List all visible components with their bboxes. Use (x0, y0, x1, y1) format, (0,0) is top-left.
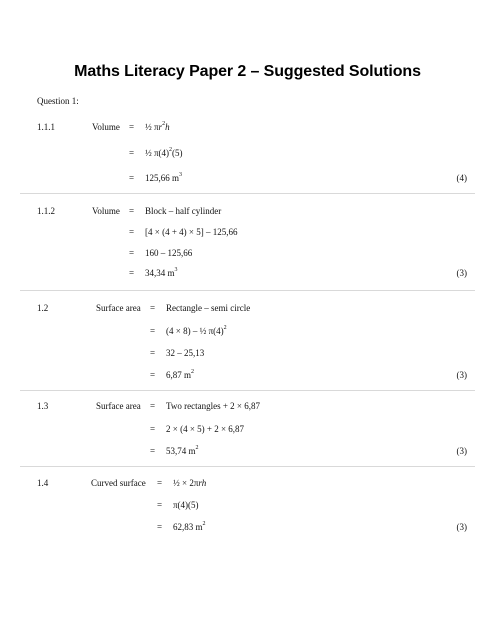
formula-line: Rectangle – semi circle (166, 303, 251, 313)
item-number-1-4: 1.4 (37, 478, 49, 488)
marks-1-3: (3) (456, 446, 467, 456)
formula-line: 6,87 $m^2$ (166, 369, 195, 380)
item-label-1-4: Curved surface (91, 478, 146, 488)
item-number-1-1-1: 1.1.1 (37, 122, 55, 132)
equals-sign: = (129, 148, 135, 158)
equals-sign: = (150, 446, 156, 456)
marks-1-2: (3) (456, 370, 467, 380)
marks-1-1-2: (3) (456, 268, 467, 278)
item-number-1-2: 1.2 (37, 303, 49, 313)
formula-line: Block – half cylinder (145, 206, 222, 216)
section-divider (20, 290, 475, 291)
equals-sign: = (129, 248, 135, 258)
equals-sign: = (157, 478, 163, 488)
equals-sign: = (150, 401, 156, 411)
equals-sign: = (129, 268, 135, 278)
item-label-1-1-1: Volume (92, 122, 120, 132)
section-divider (20, 193, 475, 194)
page-title: Maths Literacy Paper 2 – Suggested Solutions (74, 63, 421, 80)
formula-line: 34,34 $m^3$ (145, 267, 178, 278)
question-label: Question 1: (37, 96, 79, 106)
formula-line: ½ $\pi(4)^2(5)$ (145, 147, 183, 158)
formula-line: ½ × 2πrh (173, 478, 207, 488)
formula-line: π(4)(5) (173, 500, 199, 510)
equals-sign: = (150, 424, 156, 434)
formula-line: [4 × (4 + 4) × 5] – 125,66 (145, 227, 238, 237)
equals-sign: = (150, 370, 156, 380)
formula-line: 160 – 125,66 (145, 248, 193, 258)
section-divider (20, 466, 475, 467)
formula-line: 53,74 $m^2$ (166, 445, 199, 456)
item-number-1-3: 1.3 (37, 401, 49, 411)
marks-1-1-1: (4) (456, 173, 467, 183)
equals-sign: = (157, 500, 163, 510)
item-label-1-3: Surface area (96, 401, 141, 411)
formula-line: Two rectangles + 2 × 6,87 (166, 401, 260, 411)
formula-line: 32 – 25,13 (166, 348, 205, 358)
formula-line: 62,83 $m^2$ (173, 521, 206, 532)
equals-sign: = (129, 122, 135, 132)
item-label-1-2: Surface area (96, 303, 141, 313)
equals-sign: = (150, 303, 156, 313)
equals-sign: = (150, 348, 156, 358)
equals-sign: = (150, 326, 156, 336)
formula-line: (4 × 8) – ½ $\pi(4)^2$ (166, 325, 227, 336)
section-divider (20, 390, 475, 391)
equals-sign: = (157, 522, 163, 532)
formula-line: ½ $\pi r^2h$ (145, 121, 170, 132)
equals-sign: = (129, 227, 135, 237)
item-label-1-1-2: Volume (92, 206, 120, 216)
equals-sign: = (129, 173, 135, 183)
equals-sign: = (129, 206, 135, 216)
formula-line: 2 × (4 × 5) + 2 × 6,87 (166, 424, 245, 434)
formula-line: 125,66 $m^3$ (145, 172, 183, 183)
item-number-1-1-2: 1.1.2 (37, 206, 55, 216)
marks-1-4: (3) (456, 522, 467, 532)
